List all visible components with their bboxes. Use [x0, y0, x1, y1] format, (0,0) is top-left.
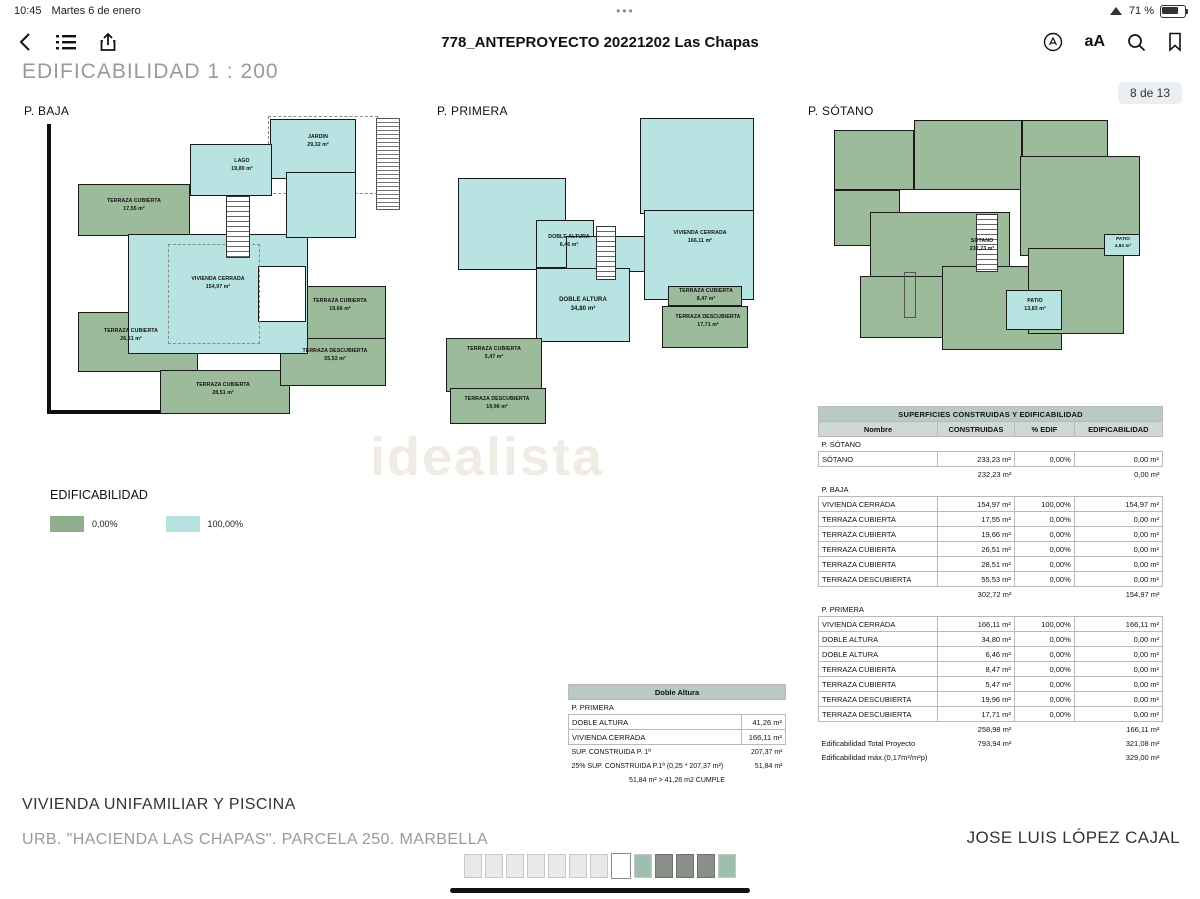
room-label-td1: TERRAZA DESCUBIERTA 55,53 m²	[302, 348, 368, 362]
cell-nombre: TERRAZA CUBIERTA	[819, 542, 938, 557]
total-baja-construidas: 302,72 m²	[977, 589, 1012, 599]
cell-edif-pct: 100,00%	[1014, 497, 1074, 512]
doble-altura-row-1-name: VIVIENDA CERRADA	[569, 730, 742, 745]
cell-nombre: TERRAZA DESCUBIERTA	[819, 572, 938, 587]
thumbnail-1[interactable]	[464, 854, 482, 878]
caption-address: URB. "HACIENDA LAS CHAPAS". PARCELA 250. MARBELLA	[22, 831, 489, 848]
cell-nombre: DOBLE ALTURA	[819, 647, 938, 662]
doble-altura-row-0-name: DOBLE ALTURA	[569, 715, 742, 730]
floor-plan-sotano	[830, 116, 1160, 406]
markup-circle-icon[interactable]	[1043, 32, 1063, 52]
p1-block-top	[640, 118, 754, 214]
cell-construidas: 17,71 m²	[937, 707, 1014, 722]
cell-nombre: TERRAZA CUBIERTA	[819, 677, 938, 692]
total-sotano-edificabilidad: 0,00 m²	[1134, 469, 1160, 479]
cell-construidas: 17,55 m²	[937, 512, 1014, 527]
p1-label-terraza-cubierta: TERRAZA CUBIERTA 8,47 m²	[678, 288, 734, 302]
caption-project-title: VIVIENDA UNIFAMILIAR Y PISCINA	[22, 796, 296, 813]
footer-total-edificabilidad: 321,08 m²	[1125, 738, 1160, 748]
chevron-left-icon[interactable]	[18, 32, 32, 52]
cell-nombre: VIVIENDA CERRADA	[819, 617, 938, 632]
status-date: Martes 6 de enero	[51, 5, 141, 17]
cell-edif-pct: 0,00%	[1014, 632, 1074, 647]
cell-edificabilidad: 0,00 m²	[1074, 512, 1162, 527]
cell-edif-pct: 0,00%	[1014, 542, 1074, 557]
thumbnail-5[interactable]	[548, 854, 566, 878]
table-row	[819, 692, 1163, 707]
p1-label-doble-altura-small: DOBLE ALTURA 6,46 m²	[548, 234, 590, 248]
superficies-col-2: % EDIF	[1014, 422, 1074, 437]
total-primera-construidas: 258,98 m²	[977, 724, 1012, 734]
battery-icon	[1160, 5, 1186, 18]
cell-edificabilidad: 0,00 m²	[1074, 572, 1162, 587]
cell-nombre: TERRAZA DESCUBIERTA	[819, 707, 938, 722]
thumbnail-10[interactable]	[655, 854, 673, 878]
room-label-tc2: TERRAZA CUBIERTA 26,51 m²	[103, 328, 159, 342]
cell-edificabilidad: 0,00 m²	[1074, 677, 1162, 692]
document-title: 778_ANTEPROYECTO 20221202 Las Chapas	[441, 33, 759, 51]
doble-altura-note1: 25% SUP. CONSTRUIDA P.1ª (0,25 * 207,37 m²)	[571, 762, 724, 770]
room-patio-interior	[258, 266, 306, 322]
p1-label-terraza-descubierta-2: TERRAZA DESCUBIERTA 19,96 m²	[464, 396, 530, 410]
total-baja-edificabilidad: 154,97 m²	[1125, 589, 1160, 599]
cell-edificabilidad: 0,00 m²	[1074, 692, 1162, 707]
legend-title: EDIFICABILIDAD	[50, 488, 148, 502]
cell-construidas: 6,46 m²	[937, 647, 1014, 662]
thumbnail-7[interactable]	[590, 854, 608, 878]
doble-altura-row-1-value: 166,11 m²	[741, 730, 785, 745]
table-row	[819, 647, 1163, 662]
floor-plan-baja	[40, 116, 440, 476]
text-size-icon[interactable]: aA	[1084, 33, 1105, 50]
sheet-scale-text: EDIFICABILIDAD 1 : 200	[22, 60, 279, 83]
cell-edificabilidad: 0,00 m²	[1074, 707, 1162, 722]
legend-swatch-0	[50, 516, 84, 532]
table-row	[819, 512, 1163, 527]
cell-edif-pct: 0,00%	[1014, 452, 1074, 467]
status-right	[1110, 5, 1186, 18]
room-label-jardin: JARDIN 29,32 m²	[307, 134, 329, 148]
room-label-tc4: TERRAZA CUBIERTA 19,66 m²	[312, 298, 368, 312]
thumbnail-12[interactable]	[697, 854, 715, 878]
cell-edif-pct: 0,00%	[1014, 527, 1074, 542]
legend-label-1: 100,00%	[207, 519, 244, 529]
cell-edif-pct: 0,00%	[1014, 572, 1074, 587]
table-row	[819, 542, 1163, 557]
p1-label-vivienda-cerrada: VIVIENDA CERRADA 166,11 m²	[673, 230, 727, 244]
plan-label-primera: P. PRIMERA	[437, 104, 508, 118]
legend-label-0: 0,00%	[92, 519, 118, 529]
thumbnail-6[interactable]	[569, 854, 587, 878]
cell-construidas: 55,53 m²	[937, 572, 1014, 587]
doble-altura-note1-value: 51,84 m²	[754, 762, 783, 770]
doble-altura-group: P. PRIMERA	[571, 702, 614, 712]
page-thumbnail-strip[interactable]	[0, 853, 1200, 879]
battery-percent: 71 %	[1128, 5, 1154, 17]
watermark: idealista	[370, 427, 605, 487]
sotano-label-patio-2: PATIO 4,84 m²	[1114, 236, 1132, 248]
room-label-vivienda-cerrada: VIVIENDA CERRADA 154,97 m²	[191, 276, 245, 290]
page-indicator: 8 de 13	[1118, 82, 1182, 104]
plan-label-sotano: P. SÓTANO	[808, 104, 874, 118]
table-row	[819, 707, 1163, 722]
cell-nombre: TERRAZA CUBIERTA	[819, 512, 938, 527]
cell-edif-pct: 0,00%	[1014, 557, 1074, 572]
table-row	[819, 572, 1163, 587]
cell-nombre: TERRAZA CUBIERTA	[819, 557, 938, 572]
cell-nombre: DOBLE ALTURA	[819, 632, 938, 647]
total-primera-edificabilidad: 166,11 m²	[1126, 724, 1160, 734]
wifi-icon	[1110, 6, 1123, 16]
cell-edificabilidad: 0,00 m²	[1074, 527, 1162, 542]
total-sotano-construidas: 232,23 m²	[977, 469, 1012, 479]
table-row	[819, 617, 1163, 632]
caption-author: JOSE LUIS LÓPEZ CAJAL	[966, 828, 1180, 847]
superficies-col-3: EDIFICABILIDAD	[1074, 422, 1162, 437]
thumbnail-2[interactable]	[485, 854, 503, 878]
room-label-tc3: TERRAZA CUBIERTA 28,51 m²	[195, 382, 251, 396]
sotano-label: SÓTANO 232,23 m²	[969, 238, 995, 252]
cell-construidas: 26,51 m²	[937, 542, 1014, 557]
cell-construidas: 5,47 m²	[937, 677, 1014, 692]
status-center-dots: •••	[616, 4, 635, 18]
cell-edif-pct: 0,00%	[1014, 677, 1074, 692]
group-label-sotano: P. SÓTANO	[819, 437, 1163, 452]
footer-label-max: Edificabilidad máx.(0,17m²/m²p)	[821, 752, 928, 762]
search-icon[interactable]	[1127, 33, 1146, 52]
p1-label-terraza-cubierta-2: TERRAZA CUBIERTA 5,47 m²	[466, 346, 522, 360]
share-icon[interactable]	[100, 32, 116, 52]
thumbnail-11[interactable]	[676, 854, 694, 878]
status-time: 10:45	[14, 5, 42, 17]
cell-nombre: VIVIENDA CERRADA	[819, 497, 938, 512]
cell-nombre: SÓTANO	[819, 452, 938, 467]
cell-construidas: 19,96 m²	[937, 692, 1014, 707]
cell-edif-pct: 100,00%	[1014, 617, 1074, 632]
plan-label-baja: P. BAJA	[24, 104, 70, 118]
room-label-tc1: TERRAZA CUBIERTA 17,55 m²	[106, 198, 162, 212]
cell-edif-pct: 0,00%	[1014, 647, 1074, 662]
list-icon[interactable]	[56, 34, 76, 50]
pdf-page[interactable]	[0, 56, 1200, 856]
cell-edificabilidad: 0,00 m²	[1074, 647, 1162, 662]
superficies-col-1: CONSTRUIDAS	[937, 422, 1014, 437]
footer-max-edificabilidad: 329,00 m²	[1125, 752, 1160, 762]
thumbnail-13[interactable]	[718, 854, 736, 878]
table-row	[819, 452, 1163, 467]
cell-construidas: 154,97 m²	[937, 497, 1014, 512]
table-doble-altura	[568, 684, 786, 787]
bookmark-icon[interactable]	[1168, 32, 1182, 52]
cell-construidas: 233,23 m²	[937, 452, 1014, 467]
cell-construidas: 166,11 m²	[937, 617, 1014, 632]
table-row	[819, 677, 1163, 692]
status-left	[14, 5, 141, 17]
doble-altura-note2: 51,84 m² > 41,26 m2 CUMPLE	[629, 776, 725, 784]
cell-edificabilidad: 0,00 m²	[1074, 662, 1162, 677]
cell-edificabilidad: 0,00 m²	[1074, 542, 1162, 557]
cell-nombre: TERRAZA DESCUBIERTA	[819, 692, 938, 707]
p1-label-doble-altura-big: DOBLE ALTURA 34,80 m²	[559, 297, 607, 312]
doble-altura-title: Doble Altura	[569, 685, 786, 700]
cell-construidas: 19,66 m²	[937, 527, 1014, 542]
cell-edif-pct: 0,00%	[1014, 707, 1074, 722]
superficies-title: SUPERFICIES CONSTRUIDAS Y EDIFICABILIDAD	[819, 407, 1163, 422]
table-row	[819, 497, 1163, 512]
room-blue-upper	[286, 172, 356, 238]
p1-label-terraza-descubierta: TERRAZA DESCUBIERTA 17,71 m²	[675, 314, 741, 328]
thumbnail-4[interactable]	[527, 854, 545, 878]
table-row	[819, 557, 1163, 572]
table-row	[819, 527, 1163, 542]
group-label-primera: P. PRIMERA	[819, 602, 1163, 617]
cell-edificabilidad: 0,00 m²	[1074, 557, 1162, 572]
cell-nombre: TERRAZA CUBIERTA	[819, 527, 938, 542]
home-indicator[interactable]	[450, 888, 750, 893]
cell-edif-pct: 0,00%	[1014, 512, 1074, 527]
status-bar	[0, 0, 1200, 22]
cell-edificabilidad: 154,97 m²	[1074, 497, 1162, 512]
legend	[50, 516, 243, 532]
cell-edificabilidad: 0,00 m²	[1074, 632, 1162, 647]
doble-altura-row-0-value: 41,26 m²	[741, 715, 785, 730]
room-label-lago: LAGO 19,80 m²	[231, 158, 253, 172]
superficies-col-0: Nombre	[819, 422, 938, 437]
cell-edificabilidad: 166,11 m²	[1074, 617, 1162, 632]
table-row	[819, 662, 1163, 677]
cell-construidas: 8,47 m²	[937, 662, 1014, 677]
group-label-baja: P. BAJA	[819, 482, 1163, 497]
sotano-label-patio-1: PATIO 13,83 m²	[1024, 298, 1046, 312]
doble-altura-total-label: SUP. CONSTRUIDA P. 1ª	[571, 748, 651, 756]
cell-construidas: 28,51 m²	[937, 557, 1014, 572]
cell-edif-pct: 0,00%	[1014, 662, 1074, 677]
cell-construidas: 34,80 m²	[937, 632, 1014, 647]
floor-plan-primera	[440, 116, 780, 446]
doble-altura-total-value: 207,37 m²	[750, 748, 783, 756]
cell-edificabilidad: 0,00 m²	[1074, 452, 1162, 467]
table-row	[819, 632, 1163, 647]
cell-nombre: TERRAZA CUBIERTA	[819, 662, 938, 677]
table-superficies	[818, 406, 1163, 764]
thumbnail-3[interactable]	[506, 854, 524, 878]
thumbnail-9[interactable]	[634, 854, 652, 878]
footer-label-total: Edificabilidad Total Proyecto	[821, 738, 916, 748]
cell-edif-pct: 0,00%	[1014, 692, 1074, 707]
thumbnail-8-selected[interactable]	[611, 853, 631, 879]
footer-total-construidas: 793,94 m²	[977, 738, 1012, 748]
legend-swatch-1	[166, 516, 200, 532]
